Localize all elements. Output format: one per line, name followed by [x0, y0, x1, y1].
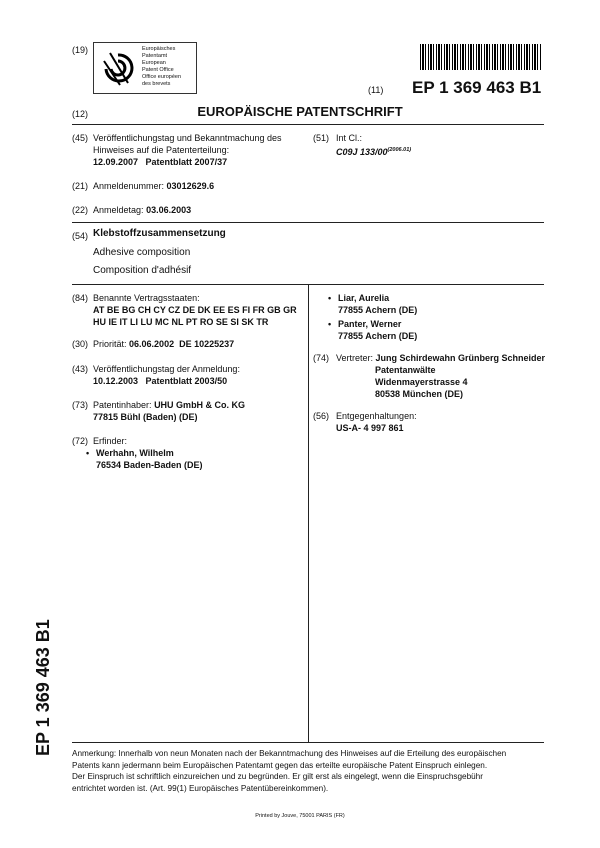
inid-73: (73): [72, 400, 89, 410]
inventor-item: [328, 318, 417, 342]
inid-12: (12): [72, 109, 89, 119]
application-publication-value: 10.12.2003 Patentblatt 2003/50: [93, 376, 228, 386]
inid-84: (84): [72, 293, 89, 303]
note-line: Anmerkung: Innerhalb von neun Monaten nach der Bekanntmachung des Hinweises auf die Erteilung des europäischen: [72, 749, 507, 758]
side-publication-number: EP 1 369 463 B1: [33, 619, 53, 756]
ipc-version: (2006.01): [387, 147, 412, 153]
designated-states-label: Benannte Vertragsstaaten:: [93, 293, 200, 303]
note-line: Der Einspruch ist schriftlich einzureichen und zu begründen. Er gilt erst als eingelegt, wenn die Einspruchsgebühr: [72, 772, 483, 781]
office-line: Europäisches: [142, 46, 176, 52]
inventor-address: 76534 Baden-Baden (DE): [96, 460, 203, 470]
ipc-value: [336, 144, 411, 158]
inventor-name: Werhahn, Wilhelm: [96, 448, 174, 458]
title-fr: Composition d'adhésif: [93, 265, 192, 276]
title-de: Klebstoffzusammensetzung: [93, 228, 226, 239]
inid-51: (51): [313, 133, 330, 143]
opposition-note: [72, 748, 544, 794]
representative-line: Patentanwälte: [375, 365, 436, 375]
inventors-label: Erfinder:: [93, 436, 128, 446]
application-number-label: Anmeldenummer:: [93, 181, 165, 191]
inventor-item: [86, 447, 203, 471]
proprietor: [93, 399, 245, 411]
rule-2: [72, 222, 544, 223]
priority: [93, 338, 234, 350]
grant-publication-label: [93, 132, 303, 156]
office-line: Patent Office: [142, 67, 174, 73]
bullet: •: [328, 319, 332, 329]
filing-date-value: 03.06.2003: [146, 205, 192, 215]
application-number-value: 03012629.6: [166, 181, 215, 191]
inid-11: (11): [368, 85, 384, 95]
inventor-address: 77855 Achern (DE): [338, 331, 418, 341]
bullet: •: [328, 293, 332, 303]
publication-number: EP 1 369 463 B1: [412, 78, 542, 97]
office-line: Patentamt: [142, 53, 168, 59]
office-line: European: [142, 60, 166, 66]
column-divider: [308, 284, 309, 742]
inid-30: (30): [72, 339, 89, 349]
representative-name: Jung Schirdewahn Grünberg Schneider: [375, 353, 546, 363]
application-publication-label: Veröffentlichungstag der Anmeldung:: [93, 364, 240, 374]
epo-logo-box: [93, 42, 197, 94]
ipc-code: C09J 133/00: [336, 147, 388, 157]
inventor-name: Liar, Aurelia: [338, 293, 390, 303]
office-line: Office européen: [142, 74, 182, 80]
inid-54: (54): [72, 231, 89, 241]
inid-72: (72): [72, 436, 89, 446]
barcode: [420, 44, 542, 70]
designated-states-line: HU IE IT LI LU MC NL PT RO SE SI SK TR: [93, 317, 269, 327]
representative: [336, 352, 545, 364]
citations-value: US-A- 4 997 861: [336, 423, 404, 433]
title-en: Adhesive composition: [93, 247, 191, 258]
inid-21: (21): [72, 181, 89, 191]
proprietor-label: Patentinhaber:: [93, 400, 152, 410]
representative-line: 80538 München (DE): [375, 389, 464, 399]
note-line: entrichtet worden ist. (Art. 99(1) Europäisches Patentübereinkommen).: [72, 783, 329, 793]
filing-date: [93, 204, 191, 216]
filing-date-label: Anmeldetag:: [93, 205, 144, 215]
inid-22: (22): [72, 205, 89, 215]
office-line: des brevets: [142, 81, 171, 87]
note-line: Patents kann jedermann beim Europäischen Patentamt gegen das erteilte europäische Patent Einspruch einlegen.: [72, 760, 488, 770]
grant-publication-value: 12.09.2007 Patentblatt 2007/37: [93, 157, 228, 167]
inid-45: (45): [72, 133, 89, 143]
proprietor-address: 77815 Bühl (Baden) (DE): [93, 412, 198, 422]
priority-value: 06.06.2002 DE 10225237: [129, 339, 235, 349]
priority-label: Priorität:: [93, 339, 127, 349]
grant-publication-label-line: Veröffentlichungstag und Bekanntmachung des: [93, 133, 282, 143]
representative-line: [375, 364, 467, 400]
designated-states-line: AT BE BG CH CY CZ DE DK EE ES FI FR GB GR: [93, 305, 297, 315]
printer-footer: Printed by Jouve, 75001 PARIS (FR): [255, 813, 345, 819]
epo-logo-icon: [100, 49, 136, 87]
inid-43: (43): [72, 364, 89, 374]
header-rule: [72, 124, 544, 125]
inventor-item: [328, 292, 417, 316]
grant-publication-label-line: Hinweises auf die Patenterteilung:: [93, 145, 230, 155]
document-type: EUROPÄISCHE PATENTSCHRIFT: [197, 104, 403, 119]
note-rule: [72, 742, 544, 743]
ipc-label: Int Cl.:: [336, 133, 363, 143]
representative-label: Vertreter:: [336, 353, 374, 363]
inid-74: (74): [313, 353, 330, 363]
citations-label: Entgegenhaltungen:: [336, 411, 417, 421]
representative-line: Widenmayerstrasse 4: [375, 377, 468, 387]
inid-19: (19): [72, 45, 89, 55]
inventor-name: Panter, Werner: [338, 319, 402, 329]
application-number: [93, 180, 214, 192]
inid-56: (56): [313, 411, 330, 421]
proprietor-name: UHU GmbH & Co. KG: [154, 400, 246, 410]
office-names: [142, 46, 194, 88]
bullet: •: [86, 448, 90, 458]
inventor-address: 77855 Achern (DE): [338, 305, 418, 315]
